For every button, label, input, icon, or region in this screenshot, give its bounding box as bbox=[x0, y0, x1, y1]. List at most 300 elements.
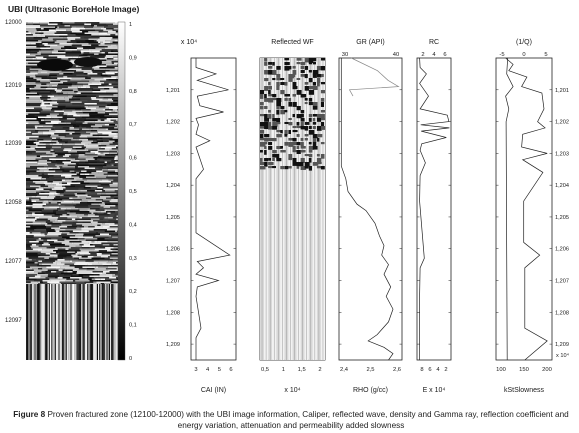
waveform-pulse bbox=[305, 58, 309, 62]
ubi-texture-streak bbox=[89, 114, 96, 116]
ubi-texture-streak bbox=[113, 262, 116, 264]
ubi-texture-streak bbox=[67, 54, 83, 56]
ubi-texture-streak bbox=[61, 247, 71, 249]
ubi-texture-streak bbox=[71, 102, 82, 104]
ubi-texture-streak bbox=[113, 42, 118, 44]
waveform-pulse bbox=[280, 106, 284, 109]
ubi-texture-streak bbox=[102, 253, 112, 255]
ubi-texture-streak bbox=[57, 208, 61, 210]
ubi-texture-streak bbox=[67, 76, 77, 78]
ubi-texture-streak bbox=[62, 199, 69, 201]
ubi-texture-streak bbox=[103, 187, 114, 189]
ubi-texture-streak bbox=[82, 147, 86, 149]
ubi-texture-streak bbox=[73, 274, 79, 276]
ubi-texture-streak bbox=[116, 273, 118, 275]
ubi-texture-streak bbox=[56, 211, 70, 213]
waveform-pulse bbox=[317, 158, 322, 163]
ubi-texture-streak bbox=[54, 180, 62, 182]
ubi-texture-streak bbox=[53, 34, 67, 36]
ubi-texture-streak bbox=[38, 250, 53, 252]
ubi-texture-streak bbox=[61, 225, 72, 227]
ubi-texture-streak bbox=[94, 187, 97, 189]
ubi-texture-streak bbox=[26, 76, 30, 78]
series-line-track-4 bbox=[420, 58, 450, 360]
ubi-vertical-stripe bbox=[36, 284, 37, 360]
ubi-texture-streak bbox=[85, 31, 89, 33]
ubi-texture-streak bbox=[66, 52, 81, 54]
ubi-texture-streak bbox=[97, 93, 106, 95]
ubi-texture-streak bbox=[105, 247, 113, 249]
ubi-texture-streak bbox=[52, 147, 61, 149]
ubi-texture-streak bbox=[55, 220, 58, 222]
waveform-pulse bbox=[284, 82, 287, 86]
ubi-texture-streak bbox=[41, 234, 44, 236]
ubi-texture-streak bbox=[62, 186, 65, 188]
ubi-texture-streak bbox=[74, 178, 83, 180]
ubi-texture-streak bbox=[26, 79, 37, 81]
ubi-texture-streak bbox=[83, 84, 88, 86]
ubi-texture-streak bbox=[83, 46, 91, 48]
ubi-texture-streak bbox=[50, 91, 56, 93]
ubi-texture-streak bbox=[93, 27, 104, 29]
ubi-texture-streak bbox=[88, 123, 93, 125]
ubi-texture-streak bbox=[40, 24, 48, 26]
ubi-texture-streak bbox=[26, 273, 38, 275]
ubi-texture-streak bbox=[111, 199, 118, 201]
ubi-texture-streak bbox=[88, 256, 94, 258]
ubi-texture-streak bbox=[79, 279, 88, 281]
ubi-vertical-stripe bbox=[111, 284, 112, 360]
ubi-texture-streak bbox=[26, 61, 41, 63]
ubi-texture-streak bbox=[63, 162, 72, 164]
waveform-pulse bbox=[288, 102, 292, 107]
ubi-texture-streak bbox=[102, 169, 108, 171]
ubi-texture-streak bbox=[106, 28, 114, 30]
ubi-texture-streak bbox=[36, 147, 46, 149]
ubi-texture-streak bbox=[39, 165, 48, 167]
ubi-texture-streak bbox=[111, 130, 118, 132]
ubi-texture-streak bbox=[49, 279, 59, 281]
ubi-texture-streak bbox=[26, 129, 35, 131]
ubi-texture-streak bbox=[101, 243, 111, 245]
ubi-texture-streak bbox=[54, 133, 69, 135]
ubi-texture-streak bbox=[26, 186, 30, 188]
ubi-texture-streak bbox=[39, 142, 42, 144]
ubi-texture-streak bbox=[79, 274, 94, 276]
ubi-texture-streak bbox=[75, 154, 79, 156]
ubi-texture-streak bbox=[26, 280, 34, 282]
ubi-texture-streak bbox=[32, 268, 38, 270]
waveform-pulse bbox=[288, 118, 291, 120]
ubi-texture-streak bbox=[55, 30, 66, 32]
ubi-texture-streak bbox=[70, 94, 78, 96]
ubi-texture-streak bbox=[96, 177, 106, 179]
ubi-texture-streak bbox=[76, 204, 91, 206]
ubi-texture-streak bbox=[55, 159, 66, 161]
ubi-texture-streak bbox=[108, 25, 118, 27]
ubi-texture-streak bbox=[108, 270, 118, 272]
ubi-texture-streak bbox=[33, 70, 38, 72]
ubi-texture-streak bbox=[55, 54, 67, 56]
ubi-texture-streak bbox=[68, 93, 77, 95]
ubi-texture-streak bbox=[67, 123, 71, 125]
ubi-texture-streak bbox=[95, 279, 101, 281]
ubi-texture-streak bbox=[107, 213, 110, 215]
ubi-texture-streak bbox=[55, 130, 65, 132]
ubi-texture-streak bbox=[53, 211, 56, 213]
ubi-texture-streak bbox=[97, 139, 100, 141]
ubi-texture-streak bbox=[95, 30, 103, 32]
ubi-texture-streak bbox=[56, 192, 64, 194]
ubi-texture-streak bbox=[79, 129, 82, 131]
ubi-texture-streak bbox=[76, 192, 90, 194]
ubi-texture-streak bbox=[101, 52, 105, 54]
ubi-texture-streak bbox=[106, 106, 119, 108]
ubi-texture-streak bbox=[88, 160, 100, 162]
waveform-pulse bbox=[268, 70, 273, 75]
ubi-texture-streak bbox=[75, 142, 81, 144]
waveform-pulse bbox=[264, 146, 267, 149]
ubi-texture-streak bbox=[26, 112, 40, 114]
ubi-texture-streak bbox=[61, 91, 74, 93]
ubi-texture-streak bbox=[111, 76, 118, 78]
ubi-texture-streak bbox=[26, 88, 30, 90]
ubi-texture-streak bbox=[115, 171, 118, 173]
ubi-texture-streak bbox=[97, 73, 102, 75]
ubi-texture-streak bbox=[26, 219, 37, 221]
ubi-texture-streak bbox=[55, 109, 62, 111]
ubi-texture-streak bbox=[84, 145, 99, 147]
waveform-pulse bbox=[301, 138, 304, 141]
ubi-texture-streak bbox=[88, 106, 99, 108]
ubi-texture-streak bbox=[92, 258, 105, 260]
ubi-texture-streak bbox=[105, 72, 115, 74]
ubi-texture-streak bbox=[45, 192, 50, 194]
ubi-texture-streak bbox=[63, 150, 71, 152]
ubi-texture-streak bbox=[72, 103, 84, 105]
ubi-texture-streak bbox=[57, 219, 71, 221]
waveform-pulse bbox=[301, 118, 305, 122]
series-line-rho-g-cc- bbox=[341, 58, 393, 360]
waveform-pulse bbox=[272, 78, 275, 80]
ubi-texture-streak bbox=[84, 120, 97, 122]
ubi-texture-streak bbox=[114, 127, 118, 129]
ubi-texture-streak bbox=[108, 129, 117, 131]
ubi-texture-streak bbox=[72, 216, 77, 218]
ubi-texture-streak bbox=[26, 205, 30, 207]
ubi-texture-streak bbox=[42, 102, 57, 104]
ubi-texture-streak bbox=[108, 175, 118, 177]
ubi-texture-streak bbox=[101, 64, 106, 66]
ubi-texture-streak bbox=[73, 202, 80, 204]
ubi-texture-streak bbox=[46, 46, 50, 48]
ubi-texture-streak bbox=[77, 49, 89, 51]
ubi-texture-streak bbox=[40, 25, 49, 27]
ubi-texture-streak bbox=[72, 27, 77, 29]
waveform-pulse bbox=[264, 114, 268, 118]
waveform-pulse bbox=[276, 118, 280, 122]
track-top-tick: 30 bbox=[341, 52, 349, 58]
ubi-texture-streak bbox=[36, 201, 44, 203]
ubi-texture-streak bbox=[76, 246, 83, 248]
waveform-pulse bbox=[293, 138, 297, 141]
ubi-texture-streak bbox=[71, 162, 85, 164]
waveform-pulse bbox=[313, 62, 316, 64]
ubi-texture-streak bbox=[29, 138, 39, 140]
ubi-texture-streak bbox=[106, 177, 118, 179]
ubi-texture-streak bbox=[112, 117, 118, 119]
track-x-label: x 10⁴ bbox=[284, 387, 301, 394]
ubi-texture-streak bbox=[26, 46, 36, 48]
ubi-texture-streak bbox=[45, 235, 58, 237]
ubi-texture-streak bbox=[26, 84, 41, 86]
ubi-texture-streak bbox=[26, 172, 30, 174]
ubi-texture-streak bbox=[101, 94, 114, 96]
ubi-texture-streak bbox=[75, 69, 82, 71]
ubi-texture-streak bbox=[82, 189, 97, 191]
ubi-texture-streak bbox=[114, 198, 118, 200]
ubi-texture-streak bbox=[107, 250, 113, 252]
ubi-texture-streak bbox=[35, 91, 40, 93]
ubi-texture-streak bbox=[75, 166, 78, 168]
ubi-texture-streak bbox=[42, 43, 48, 45]
ubi-texture-streak bbox=[113, 250, 118, 252]
ubi-texture-streak bbox=[64, 240, 79, 242]
waveform-pulse bbox=[280, 146, 283, 149]
ubi-texture-streak bbox=[72, 133, 80, 135]
ubi-texture-streak bbox=[102, 49, 118, 51]
ubi-texture-streak bbox=[110, 151, 117, 153]
ubi-texture-streak bbox=[82, 222, 90, 224]
ubi-texture-streak bbox=[88, 76, 103, 78]
ubi-texture-streak bbox=[26, 154, 42, 156]
ubi-texture-streak bbox=[54, 169, 64, 171]
track-y-tick: 1,208 bbox=[555, 310, 569, 317]
ubi-texture-streak bbox=[105, 73, 115, 75]
ubi-texture-streak bbox=[99, 45, 111, 47]
ubi-texture-streak bbox=[58, 106, 66, 108]
ubi-texture-streak bbox=[115, 156, 118, 158]
ubi-texture-streak bbox=[26, 163, 38, 165]
ubi-texture-streak bbox=[72, 261, 85, 263]
track-x-label: CAI (IN) bbox=[200, 387, 227, 394]
ubi-texture-streak bbox=[42, 174, 45, 176]
waveform-pulse bbox=[284, 142, 288, 146]
ubi-texture-streak bbox=[107, 229, 118, 231]
ubi-texture-streak bbox=[26, 127, 35, 129]
ubi-texture-streak bbox=[65, 213, 67, 215]
waveform-pulse bbox=[301, 126, 306, 129]
ubi-texture-streak bbox=[26, 115, 35, 117]
ubi-texture-streak bbox=[46, 226, 59, 228]
ubi-texture-streak bbox=[80, 136, 88, 138]
ubi-texture-streak bbox=[63, 265, 70, 267]
ubi-texture-streak bbox=[48, 37, 63, 39]
ubi-texture-streak bbox=[51, 135, 59, 137]
ubi-texture-streak bbox=[112, 111, 115, 113]
ubi-texture-streak bbox=[116, 81, 118, 83]
ubi-texture-streak bbox=[115, 111, 118, 113]
ubi-texture-streak bbox=[49, 55, 51, 57]
waveform-pulse bbox=[293, 102, 297, 107]
ubi-texture-streak bbox=[34, 87, 40, 89]
waveform-pulse bbox=[276, 122, 280, 124]
track-y-tick: 1,204 bbox=[555, 183, 569, 190]
ubi-texture-streak bbox=[105, 279, 117, 281]
ubi-texture-streak bbox=[96, 108, 109, 110]
ubi-texture-streak bbox=[113, 30, 118, 32]
ubi-texture-streak bbox=[38, 124, 53, 126]
ubi-texture-streak bbox=[53, 124, 66, 126]
ubi-texture-streak bbox=[75, 252, 77, 254]
ubi-texture-streak bbox=[60, 168, 75, 170]
ubi-texture-streak bbox=[101, 120, 105, 122]
ubi-texture-streak bbox=[86, 196, 91, 198]
ubi-texture-streak bbox=[45, 118, 54, 120]
ubi-texture-streak bbox=[113, 46, 119, 48]
waveform-pulse bbox=[276, 74, 280, 78]
ubi-texture-streak bbox=[81, 201, 88, 203]
ubi-texture-streak bbox=[64, 192, 76, 194]
ubi-texture-streak bbox=[111, 120, 116, 122]
ubi-texture-streak bbox=[90, 72, 92, 74]
ubi-texture-streak bbox=[114, 51, 118, 53]
ubi-texture-streak bbox=[106, 222, 113, 224]
ubi-texture-streak bbox=[92, 241, 95, 243]
ubi-depth-label: 12019 bbox=[5, 83, 22, 89]
ubi-texture-streak bbox=[68, 39, 76, 41]
track-top-tick: 5 bbox=[544, 52, 548, 58]
waveform-pulse bbox=[301, 146, 306, 149]
ubi-texture-streak bbox=[112, 280, 119, 282]
waveform-pulse bbox=[293, 130, 298, 132]
ubi-texture-streak bbox=[88, 265, 103, 267]
ubi-texture-streak bbox=[109, 139, 118, 141]
ubi-texture-streak bbox=[76, 213, 79, 215]
ubi-texture-streak bbox=[97, 102, 106, 104]
ubi-texture-streak bbox=[103, 31, 108, 33]
ubi-texture-streak bbox=[102, 223, 105, 225]
ubi-texture-streak bbox=[103, 171, 115, 173]
waveform-pulse bbox=[272, 114, 275, 118]
ubi-texture-streak bbox=[102, 73, 105, 75]
ubi-texture-streak bbox=[64, 111, 72, 113]
ubi-texture-streak bbox=[38, 73, 50, 75]
ubi-texture-streak bbox=[28, 63, 37, 65]
ubi-texture-streak bbox=[69, 249, 80, 251]
ubi-texture-streak bbox=[89, 231, 105, 233]
ubi-texture-streak bbox=[75, 46, 82, 48]
ubi-texture-streak bbox=[46, 144, 50, 146]
ubi-texture-streak bbox=[104, 160, 111, 162]
waveform-pulse bbox=[260, 166, 266, 169]
ubi-texture-streak bbox=[52, 252, 56, 254]
ubi-texture-streak bbox=[38, 282, 40, 284]
ubi-texture-streak bbox=[100, 43, 104, 45]
ubi-texture-streak bbox=[69, 214, 84, 216]
ubi-texture-streak bbox=[97, 193, 102, 195]
ubi-texture-streak bbox=[55, 196, 60, 198]
ubi-texture-streak bbox=[49, 25, 64, 27]
ubi-texture-streak bbox=[114, 22, 118, 24]
ubi-texture-streak bbox=[96, 97, 103, 99]
ubi-texture-streak bbox=[68, 58, 76, 60]
ubi-texture-streak bbox=[51, 121, 61, 123]
ubi-vertical-stripe bbox=[68, 284, 69, 360]
ubi-texture-streak bbox=[71, 123, 83, 125]
ubi-texture-streak bbox=[90, 247, 100, 249]
ubi-texture-streak bbox=[42, 244, 50, 246]
ubi-texture-streak bbox=[115, 34, 118, 36]
ubi-texture-streak bbox=[26, 123, 29, 125]
ubi-texture-streak bbox=[26, 36, 37, 38]
ubi-texture-streak bbox=[36, 261, 39, 263]
waveform-pulse bbox=[268, 110, 271, 113]
ubi-texture-streak bbox=[26, 30, 37, 32]
ubi-texture-streak bbox=[26, 232, 30, 234]
ubi-texture-streak bbox=[57, 88, 62, 90]
ubi-texture-streak bbox=[66, 279, 68, 281]
ubi-texture-streak bbox=[26, 226, 30, 228]
ubi-texture-streak bbox=[52, 100, 65, 102]
ubi-texture-streak bbox=[105, 274, 112, 276]
ubi-texture-streak bbox=[78, 67, 92, 69]
ubi-texture-streak bbox=[26, 78, 33, 80]
ubi-texture-streak bbox=[84, 234, 95, 236]
waveform-pulse bbox=[293, 114, 296, 117]
waveform-pulse bbox=[276, 98, 281, 102]
ubi-texture-streak bbox=[112, 148, 118, 150]
ubi-texture-streak bbox=[98, 262, 107, 264]
ubi-texture-streak bbox=[69, 199, 82, 201]
waveform-pulse bbox=[288, 122, 292, 125]
ubi-texture-streak bbox=[89, 276, 98, 278]
ubi-texture-streak bbox=[77, 180, 87, 182]
ubi-texture-streak bbox=[69, 129, 79, 131]
ubi-texture-streak bbox=[82, 267, 95, 269]
ubi-texture-streak bbox=[26, 43, 30, 45]
waveform-pulse bbox=[313, 74, 317, 78]
ubi-texture-streak bbox=[111, 58, 114, 60]
ubi-texture-streak bbox=[26, 67, 31, 69]
ubi-texture-streak bbox=[41, 120, 44, 122]
waveform-pulse bbox=[276, 154, 279, 159]
ubi-texture-streak bbox=[107, 210, 118, 212]
ubi-texture-streak bbox=[108, 217, 113, 219]
ubi-texture-streak bbox=[112, 132, 118, 134]
ubi-texture-streak bbox=[26, 102, 42, 104]
ubi-texture-streak bbox=[97, 189, 104, 191]
waveform-pulse bbox=[272, 126, 277, 130]
ubi-texture-streak bbox=[115, 82, 119, 84]
ubi-texture-streak bbox=[77, 27, 84, 29]
ubi-texture-streak bbox=[91, 187, 94, 189]
ubi-texture-streak bbox=[47, 240, 57, 242]
ubi-texture-streak bbox=[55, 229, 60, 231]
ubi-texture-streak bbox=[114, 208, 118, 210]
ubi-texture-streak bbox=[116, 147, 118, 149]
ubi-texture-streak bbox=[26, 91, 30, 93]
ubi-texture-streak bbox=[92, 67, 99, 69]
ubi-texture-streak bbox=[102, 60, 107, 62]
track-title: (1/Q) bbox=[516, 39, 532, 46]
ubi-texture-streak bbox=[100, 81, 116, 83]
ubi-texture-streak bbox=[98, 154, 106, 156]
ubi-texture-streak bbox=[74, 120, 84, 122]
ubi-texture-streak bbox=[94, 229, 107, 231]
ubi-vertical-stripe bbox=[79, 284, 80, 360]
ubi-texture-streak bbox=[105, 190, 115, 192]
